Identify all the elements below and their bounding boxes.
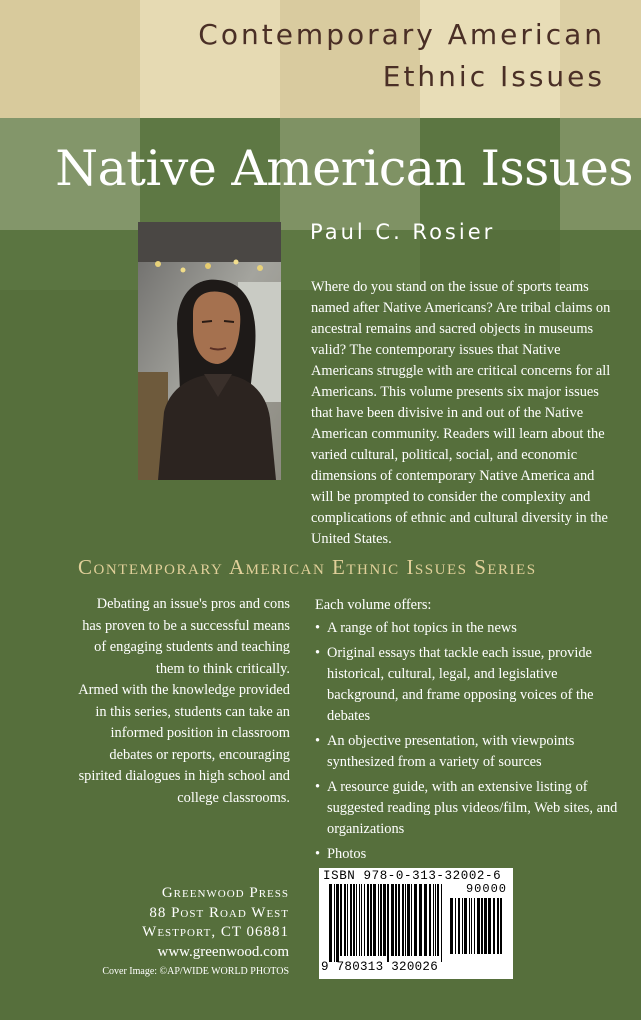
offers-item: • Original essays that tackle each issue, provide historical, cultural, legal, and legislative background, and frame opposing voices of the debates [315, 643, 625, 727]
offers-item: • A resource guide, with an extensive listing of suggested reading plus videos/film, Web sites, and organizations [315, 777, 625, 840]
series-title-line2: Ethnic Issues [382, 60, 605, 93]
offers-list [315, 618, 625, 869]
series-banner [0, 0, 641, 118]
series-title [198, 14, 605, 98]
publisher-street: 88 Post Road West [149, 904, 289, 921]
pitch-paragraph-1: Debating an issue's pros and cons has proven to be a successful means of engaging students and teaching them to think critically. [82, 596, 290, 677]
isbn-barcode [319, 868, 513, 979]
offers-item: • A range of hot topics in the news [315, 618, 625, 639]
book-description: Where do you stand on the issue of sports teams named after Native Americans? Are tribal claims on ancestral remains and sacred objects in museums valid? The contemporary issues that Native Americans struggle with are critical concerns for all Americans. This volume presents six major issues that have been divisive in and out of the Native American community. Readers will learn about the varied cultural, political, social, and economic dimensions of contemporary Native America and will be prompted to consider the complexity and complications of ethnic and cultural diversity in the United States. [311, 279, 611, 547]
publisher-website: www.greenwood.com [157, 943, 289, 960]
barcode-bars-icon [329, 884, 447, 962]
ean-digits: 9 780313 320026 [321, 960, 439, 974]
offers-item: • An objective presentation, with viewpoints synthesized from a variety of sources [315, 731, 625, 773]
isbn-number: ISBN 978-0-313-32002-6 [323, 869, 502, 883]
publisher-city: Westport, CT 06881 [142, 924, 289, 940]
series-title-line1: Contemporary American [198, 18, 605, 51]
offers-item: • Photos [315, 844, 625, 865]
series-pitch [78, 594, 290, 809]
portrait-image [138, 222, 281, 480]
cover-photo [138, 222, 281, 480]
offers-title: Each volume offers: [315, 597, 432, 613]
book-title: Native American Issues [55, 140, 633, 197]
cover-image-credit: Cover Image: ©AP/WIDE WORLD PHOTOS [102, 966, 289, 977]
author-name: Paul C. Rosier [310, 220, 496, 244]
price-code: 90000 [465, 882, 507, 896]
series-header: Contemporary American Ethnic Issues Series [78, 555, 537, 579]
publisher-name: Greenwood Press [161, 885, 289, 901]
pitch-paragraph-2: Armed with the knowledge provided in this series, students can take an informed position in classroom debates or reports, encouraging spirited dialogues in high school and college classrooms. [78, 682, 290, 806]
publisher-block [142, 884, 289, 962]
addon-barcode-icon [450, 898, 506, 960]
